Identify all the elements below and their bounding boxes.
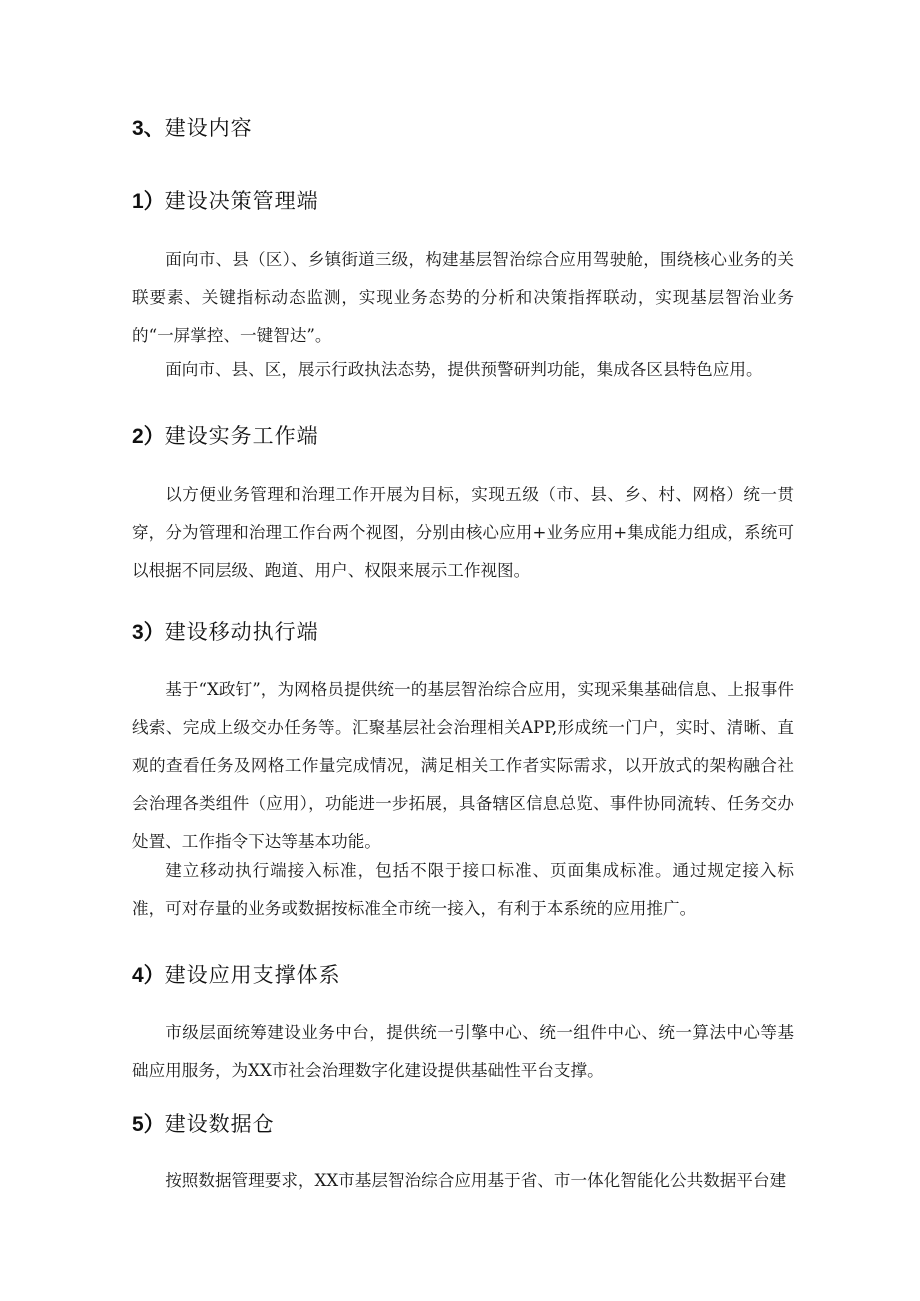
section-heading: [132, 113, 253, 144]
subsection-number: 4）: [132, 964, 165, 987]
subsection-title: 建设数据仓: [164, 1112, 275, 1136]
paragraph: 基于“X政钉”，为网格员提供统一的基层智治综合应用，实现采集基础信息、上报事件线索、完成上级交办任务等。汇聚基层社会治理相关APP,形成统一门户，实时、清晰、直观的查看任务及网格工作量完成情况，满足相关工作者实际需求，以开放式的架构融合社会治理各类组件（应用），功能进一步拓展，具备辖区信息总览、事件协同流转、任务交办处置、工作指令下达等基本功能。: [132, 680, 794, 851]
subsection-number: 1）: [132, 190, 165, 213]
paragraph: 面向市、县（区）、乡镇街道三级，构建基层智治综合应用驾驶舱，围绕核心业务的关联要素、关键指标动态监测，实现业务态势的分析和决策指挥联动，实现基层智治业务的“一屏掌控、一键智达”。: [132, 250, 794, 345]
paragraph: 市级层面统筹建设业务中台，提供统一引擎中心、统一组件中心、统一算法中心等基础应用服务，为XX市社会治理数字化建设提供基础性平台支撑。: [132, 1023, 794, 1080]
paragraph: 按照数据管理要求，XX市基层智治综合应用基于省、市一体化智能化公共数据平台建: [165, 1171, 787, 1190]
subsection-heading-3: [132, 617, 319, 648]
subsection-title: 建设决策管理端: [164, 189, 319, 213]
subsection-title: 建设实务工作端: [164, 424, 319, 448]
subsection-number: 3）: [132, 621, 165, 644]
subsection-number: 5）: [132, 1113, 165, 1136]
paragraph: 面向市、县、区，展示行政执法态势，提供预警研判功能，集成各区县特色应用。: [165, 360, 763, 379]
paragraph: 以方便业务管理和治理工作开展为目标，实现五级（市、县、乡、村、网格）统一贯穿，分为管理和治理工作台两个视图，分别由核心应用+业务应用+集成能力组成，系统可以根据不同层级、跑道、用户、权限来展示工作视图。: [132, 485, 794, 580]
subsection-title: 建设移动执行端: [164, 620, 319, 644]
section-title: 建设内容: [164, 116, 253, 140]
subsection-heading-2: [132, 421, 319, 452]
subsection-number: 2）: [132, 425, 165, 448]
subsection-heading-1: [132, 186, 319, 217]
subsection-heading-5: [132, 1109, 275, 1140]
paragraph: 建立移动执行端接入标准，包括不限于接口标准、页面集成标准。通过规定接入标准，可对存量的业务或数据按标准全市统一接入，有利于本系统的应用推广。: [132, 861, 794, 918]
subsection-heading-4: [132, 960, 341, 991]
subsection-title: 建设应用支撑体系: [164, 963, 341, 987]
section-number: 3、: [132, 117, 165, 140]
